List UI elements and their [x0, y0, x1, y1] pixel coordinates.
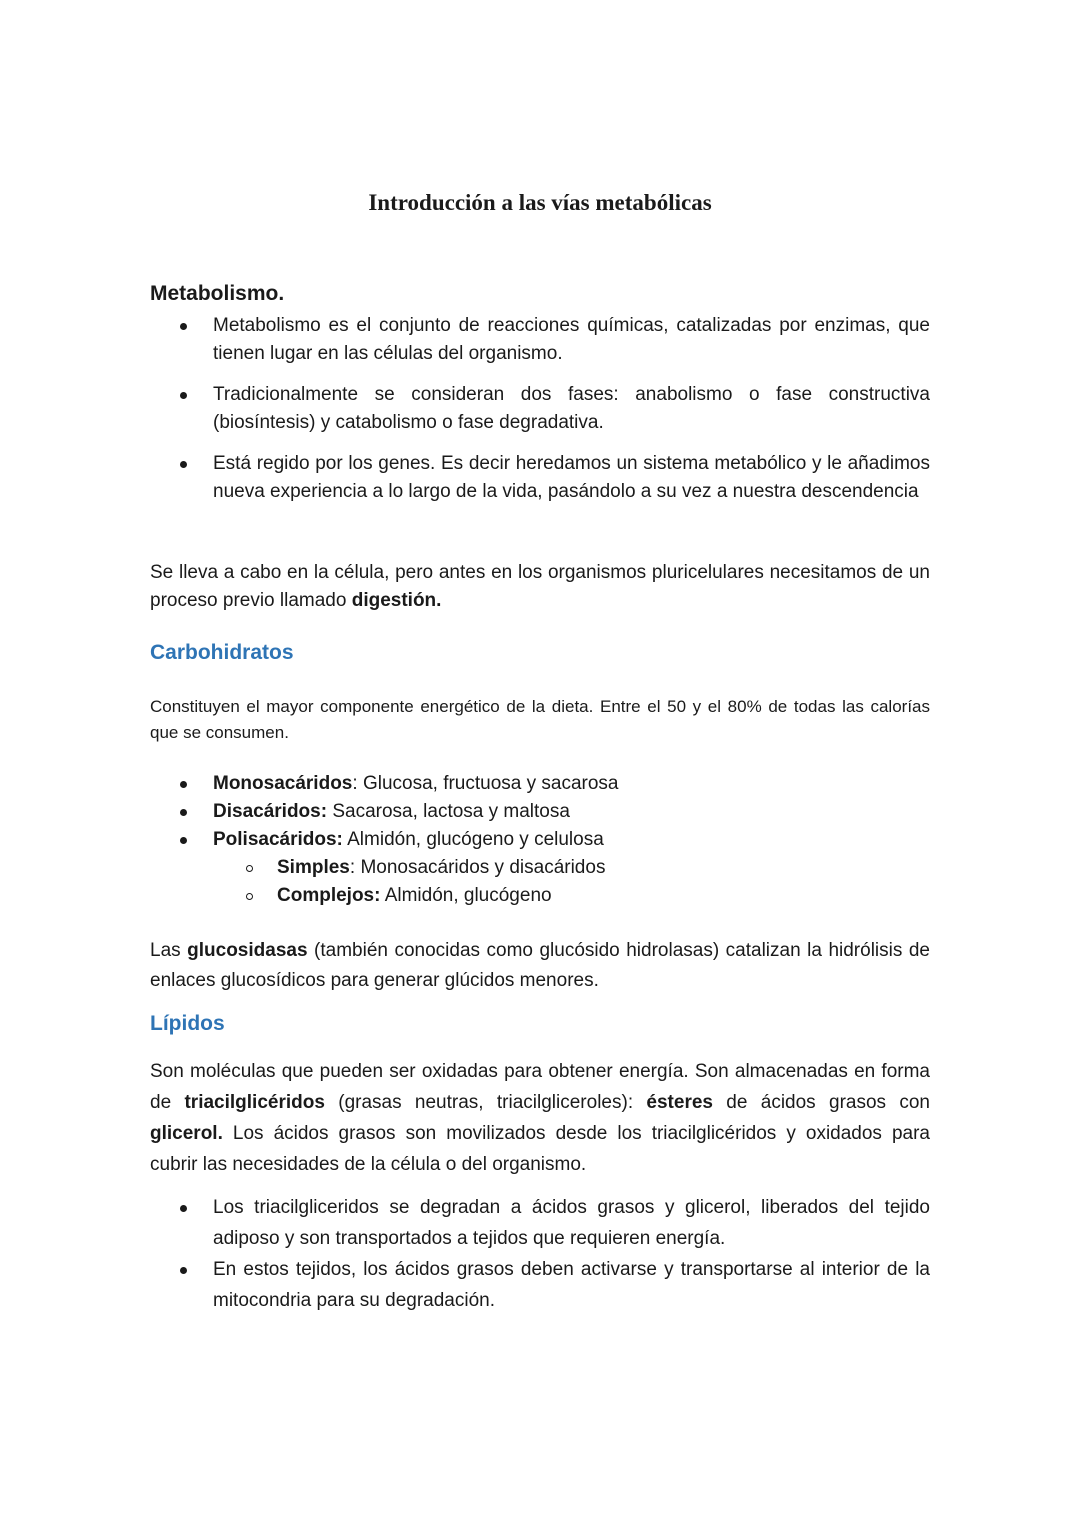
list-item-text: Tradicionalmente se consideran dos fases: anabolismo o fase constructiva (biosíntesis) y catabolismo o fase degradativa.	[213, 384, 930, 433]
metabolismo-paragraph	[150, 559, 930, 615]
paragraph-bold-term: ésteres	[646, 1092, 713, 1113]
list-item-text: Está regido por los genes. Es decir heredamos un sistema metabólico y le añadimos nueva experiencia a lo largo de la vida, pasándolo a su vez a nuestra descendencia	[213, 453, 930, 502]
carbohidratos-sub-list	[150, 854, 930, 910]
paragraph-text: Los ácidos grasos son movilizados desde los triacilglicéridos y oxidados para cubrir las necesidades de la célula o del organismo.	[150, 1123, 930, 1175]
bullet-icon	[180, 1205, 187, 1212]
paragraph-text: de ácidos grasos con	[712, 1092, 930, 1113]
list-item	[150, 826, 930, 854]
paragraph-text: Se lleva a cabo en la célula, pero antes en los organismos pluricelulares necesitamos de un proceso previo llamado	[150, 562, 930, 611]
paragraph-bold-term: digestión.	[351, 590, 442, 611]
bullet-icon	[180, 461, 187, 468]
lipidos-paragraph	[150, 1056, 930, 1180]
section-heading-lipidos: Lípidos	[150, 1012, 225, 1035]
page-title: Introducción a las vías metabólicas	[368, 190, 712, 215]
list-item	[150, 770, 930, 798]
list-item-term: Complejos:	[277, 885, 381, 906]
hollow-bullet-icon	[246, 893, 253, 900]
metabolismo-bullet-list	[150, 312, 930, 519]
list-item-text: Monosacáridos y disacáridos	[360, 857, 606, 878]
list-item	[150, 1254, 930, 1316]
sub-list-item	[150, 854, 930, 882]
list-item-text: Los triacilgliceridos se degradan a ácidos grasos y glicerol, liberados del tejido adiposo y son transportados a tejidos que requieren energía.	[213, 1197, 930, 1249]
list-item	[150, 450, 930, 506]
section-heading-carbohidratos: Carbohidratos	[150, 641, 294, 664]
glucosidasas-paragraph	[150, 936, 930, 996]
paragraph-text: Son moléculas que pueden ser oxidadas para obtener energía. Son almacenadas en forma de	[150, 1061, 930, 1113]
list-item-text: Glucosa, fructuosa y sacarosa	[362, 773, 619, 794]
section-heading-metabolismo: Metabolismo.	[150, 282, 285, 305]
list-item	[150, 798, 930, 826]
bullet-icon	[180, 1267, 187, 1274]
list-item-term: Polisacáridos:	[213, 829, 343, 850]
bullet-icon	[180, 392, 187, 399]
carbohidratos-intro: Constituyen el mayor componente energético de la dieta. Entre el 50 y el 80% de todas las calorías que se consumen.	[150, 697, 930, 742]
sub-list-item	[150, 882, 930, 910]
paragraph-bold-term: glicerol.	[150, 1123, 223, 1144]
list-item-text: Almidón, glucógeno	[384, 885, 552, 906]
paragraph-bold-term: triacilglicéridos	[184, 1092, 325, 1113]
list-item-sep: :	[349, 857, 361, 878]
list-item-text: En estos tejidos, los ácidos grasos deben activarse y transportarse al interior de la mitocondria para su degradación.	[213, 1259, 930, 1311]
lipidos-bullet-list	[150, 1192, 930, 1316]
paragraph-text: (grasas neutras, triacilgliceroles):	[324, 1092, 647, 1113]
paragraph-text: Las	[150, 940, 188, 961]
list-item-text: Metabolismo es el conjunto de reacciones químicas, catalizadas por enzimas, que tienen lugar en las células del organismo.	[213, 315, 930, 364]
list-item-term: Disacáridos:	[213, 801, 328, 822]
list-item-term: Monosacáridos	[213, 773, 353, 794]
list-item	[150, 312, 930, 368]
paragraph-text: (también conocidas como glucósido hidrolasas) catalizan la hidrólisis de enlaces glucosídicos para generar glúcidos menores.	[150, 940, 930, 991]
list-item-text: Almidón, glucógeno y celulosa	[347, 829, 604, 850]
list-item	[150, 1192, 930, 1254]
list-item-text: Sacarosa, lactosa y maltosa	[332, 801, 570, 822]
list-item-term: Simples	[277, 857, 350, 878]
hollow-bullet-icon	[246, 865, 253, 872]
bullet-icon	[180, 323, 187, 330]
list-item	[150, 381, 930, 437]
bullet-icon	[180, 781, 187, 788]
carbohidratos-bullet-list	[150, 770, 930, 854]
paragraph-bold-term: glucosidasas	[187, 940, 308, 961]
bullet-icon	[180, 809, 187, 816]
bullet-icon	[180, 837, 187, 844]
list-item-sep: :	[352, 773, 363, 794]
